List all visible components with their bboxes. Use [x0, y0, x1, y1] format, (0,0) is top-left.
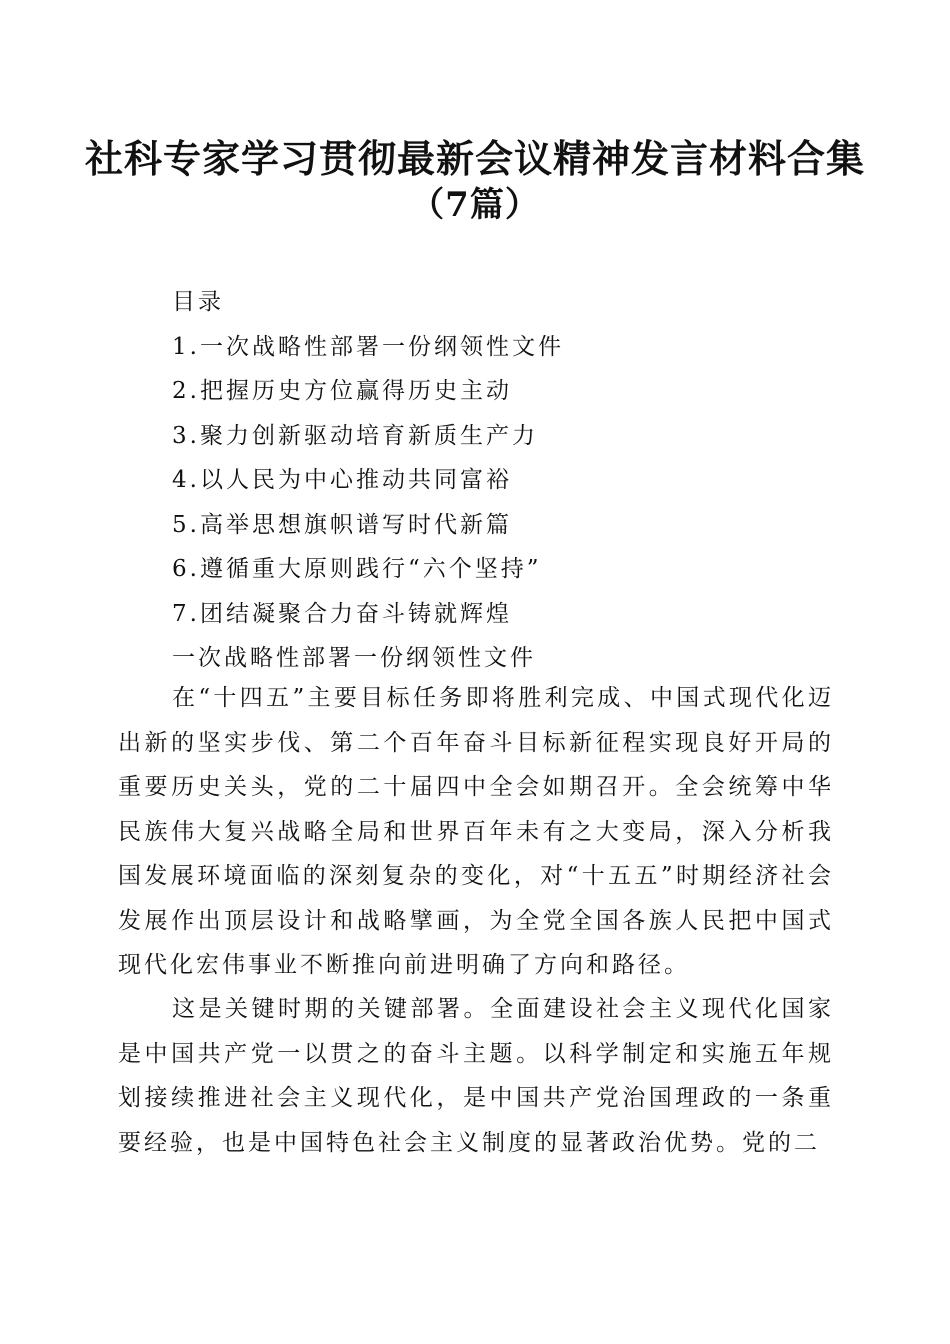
- toc-heading: 目录: [172, 289, 224, 315]
- document-subtitle-count: （7篇）: [410, 185, 540, 225]
- body-paragraph: 这是关键时期的关键部署。全面建设社会主义现代化国家是中国共产党一以贯之的奋斗主题。以科学制定和实施五年规划接续推进社会主义现代化，是中国共产党治国理政的一条重要经验，也是中国特色社会主义制度的显著政治优势。党的二: [118, 996, 834, 1156]
- toc-item: 5.高举思想旗帜谱写时代新篇: [172, 511, 512, 538]
- toc-item: 6.遵循重大原则践行“六个坚持”: [172, 556, 542, 582]
- table-of-contents: [172, 280, 564, 681]
- toc-item: 4.以人民为中心推动共同富裕: [172, 467, 512, 493]
- document-title: 社科专家学习贯彻最新会议精神发言材料合集: [84, 136, 865, 181]
- body-paragraph: 在“十四五”主要目标任务即将胜利完成、中国式现代化迈出新的坚实步伐、第二个百年奋斗目标新征程实现良好开局的重要历史关头，党的二十届四中全会如期召开。全会统筹中华民族伟大复兴战略全局和世界百年未有之大变局，深入分析我国发展环境面临的深刻复杂的变化，对“十五五”时期经济社会发展作出顶层设计和战略擘画，为全党全国各族人民把中国式现代化宏伟事业不断推向前进明确了方向和路径。: [118, 685, 834, 978]
- toc-item: 2.把握历史方位赢得历史主动: [172, 378, 512, 404]
- toc-item: 7.团结凝聚合力奋斗铸就辉煌: [172, 600, 512, 627]
- section-heading: 一次战略性部署一份纲领性文件: [172, 645, 536, 671]
- toc-item: 3.聚力创新驱动培育新质生产力: [172, 422, 538, 449]
- toc-item: 1.一次战略性部署一份纲领性文件: [172, 333, 564, 360]
